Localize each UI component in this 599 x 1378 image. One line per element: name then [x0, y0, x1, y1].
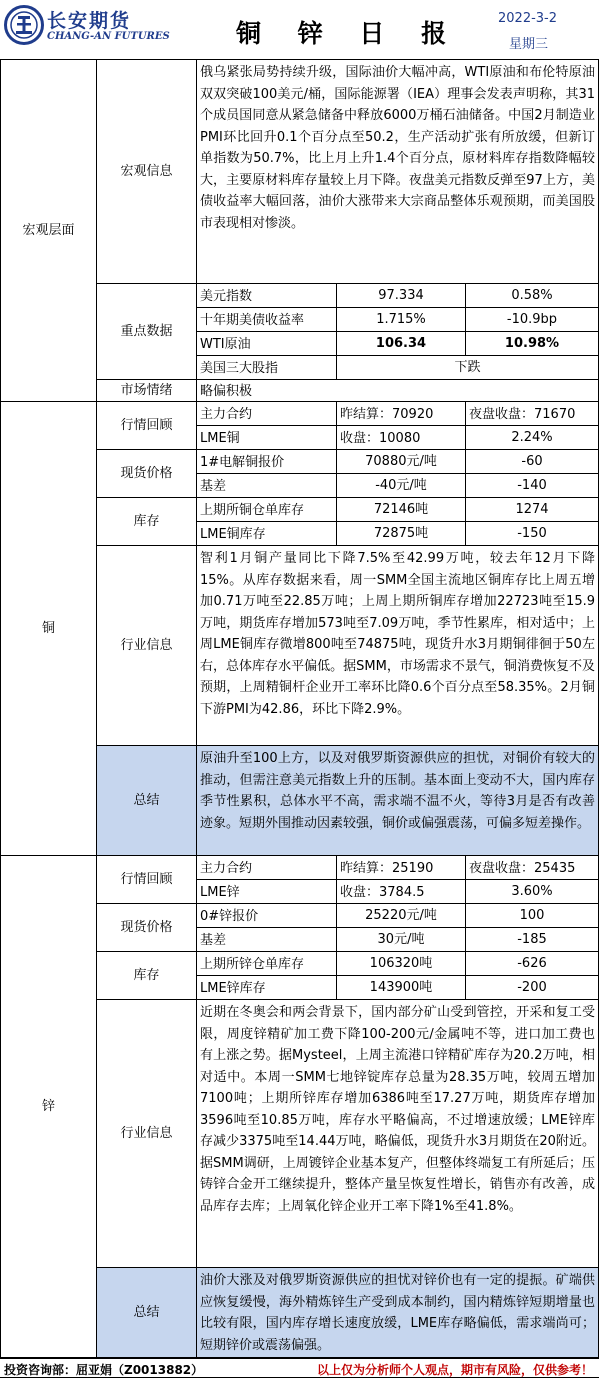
copper-stock-cell: 1274: [466, 498, 599, 522]
zinc-stock-cell: 143900吨: [337, 976, 466, 1000]
zinc-review-cell: 夜盘收盘：25435: [466, 856, 599, 880]
zinc-spot-cell: 25220元/吨: [337, 904, 466, 928]
key-data-name-dxy: 美元指数: [197, 284, 337, 308]
company-logo-icon: [4, 5, 44, 45]
key-data-name-wti: WTI原油: [197, 332, 337, 356]
report-date: 2022-3-2: [498, 11, 558, 26]
zinc-stock-cell: 上期所锌仓单库存: [197, 952, 337, 976]
zinc-industry-text: 近期在冬奥会和两会背景下，国内部分矿山受到管控，开采和复工受限，周度锌精矿加工费下降100-200元/金属吨不等，进口加工费也有上涨之势。据Mysteel，上周主流港口锌精矿库存为20.2万吨，相对适中。本周一SMM七地锌锭库存总量为28.35万吨，较周五增加7100吨；上期所锌库存增加6386吨至17.27万吨，期货库存增加3596吨至10.85万吨，库存水平略偏高，不过增速放缓；LME锌库存减少3375吨至14.44万吨，略偏低，现货升水3月期货在20附近。据SMM调研，上周镀锌企业基本复产，但整体终端复工有所延后；压铸锌合金开工继续提升，整体产量呈恢复性增长，销售亦有改善，成品库存去库；上周氧化锌企业开工率下降1%至41.8%。: [197, 1000, 599, 1268]
key-data-name-us-stocks: 美国三大股指: [197, 356, 337, 380]
zinc-review-cell: 昨结算：25190: [337, 856, 466, 880]
zinc-review-cell: LME锌: [197, 880, 337, 904]
section-label-copper: 铜: [0, 402, 97, 856]
zinc-review-label: 行情回顾: [97, 856, 197, 904]
macro-info-text: 俄乌紧张局势持续升级，国际油价大幅冲高，WTI原油和布伦特原油双双突破100美元/桶，国际能源署（IEA）理事会发表声明称，其31个成员国同意从紧急储备中释放6000万桶石油储备。中国2月制造业PMI环比回升0.1个百分点至50.2，生产活动扩张有所放缓，但新订单指数为50.7%，比上月上升1.4个百分点，原材料库存指数降幅较大，主要原材料库存量较上月下降。夜盘美元指数反弹至97上方，美债收益率大幅回落，油价大涨带来大宗商品整体乐观预期，而美国股市表现相对惨淡。: [197, 60, 599, 284]
zinc-stock-cell: -626: [466, 952, 599, 976]
analyst-contact: 投资咨询部：屈亚娟（Z0013882）: [4, 1363, 204, 1377]
key-data-value-ust10y: 1.715%: [337, 308, 466, 332]
company-name-english: CHANG-AN FUTURES: [47, 31, 170, 42]
report-header: [0, 0, 599, 60]
copper-review-label: 行情回顾: [97, 402, 197, 450]
report-footer: [0, 1358, 599, 1378]
market-sentiment-value: 略偏积极: [197, 380, 599, 402]
copper-stock-cell: 72146吨: [337, 498, 466, 522]
risk-disclaimer: 以上仅为分析师个人观点，期市有风险，仅供参考！: [316, 1363, 593, 1377]
copper-spot-cell: 1#电解铜报价: [197, 450, 337, 474]
copper-review-cell: 昨结算：70920: [337, 402, 466, 426]
zinc-review-cell: 主力合约: [197, 856, 337, 880]
key-data-change-dxy: 0.58%: [466, 284, 599, 308]
zinc-summary-label: 总结: [97, 1268, 197, 1358]
zinc-spot-cell: 0#锌报价: [197, 904, 337, 928]
copper-spot-cell: 基差: [197, 474, 337, 498]
zinc-spot-cell: -185: [466, 928, 599, 952]
copper-spot-cell: -40元/吨: [337, 474, 466, 498]
key-data-change-wti: 10.98%: [466, 332, 599, 356]
copper-summary-label: 总结: [97, 746, 197, 856]
key-data-name-ust10y: 十年期美债收益率: [197, 308, 337, 332]
zinc-spot-cell: 100: [466, 904, 599, 928]
copper-summary-text: 原油升至100上方，以及对俄罗斯资源供应的担忧，对铜价有较大的推动，但需注意美元指数上升的压制。基本面上变动不大，国内库存季节性累积，总体水平不高，需求端不温不火，等待3月是否有改善迹象。短期外围推动因素较强，铜价或偏强震荡，可偏多短差操作。: [197, 746, 599, 856]
copper-review-cell: 主力合约: [197, 402, 337, 426]
copper-stock-cell: 72875吨: [337, 522, 466, 546]
market-sentiment-label: 市场情绪: [97, 380, 197, 402]
copper-review-cell: 夜盘收盘：71670: [466, 402, 599, 426]
zinc-stock-label: 库存: [97, 952, 197, 1000]
zinc-summary-text: 油价大涨及对俄罗斯资源供应的担忧对锌价也有一定的提振。矿端供应恢复缓慢，海外精炼锌生产受到成本制约，国内精炼锌短期增量也比较有限，国内库存增长速度放缓，LME库存略偏低，需求端尚可；短期锌价或震荡偏强。: [197, 1268, 599, 1358]
zinc-spot-cell: 基差: [197, 928, 337, 952]
macro-info-label: 宏观信息: [97, 60, 197, 284]
section-label-zinc: 锌: [0, 856, 97, 1358]
copper-industry-text: 智利1月铜产量同比下降7.5%至42.99万吨，较去年12月下降15%。从库存数据来看，周一SMM全国主流地区铜库存比上周五增加0.71万吨至22.85万吨；上周上期所铜库存增加22723吨至15.9万吨，期货库存增加573吨至7.09万吨，季节性累库，相对适中；上周LME铜库存微增800吨至74875吨，现货升水3月期铜徘徊于50左右，总体库存水平偏低。据SMM，市场需求不景气，铜消费恢复不及预期，上周精铜杆企业开工率环比降0.6个百分点至58.35%。2月铜下游PMI为42.86，环比下降2.9%。: [197, 546, 599, 746]
copper-review-cell: 收盘：10080: [337, 426, 466, 450]
company-name: 长安期货: [47, 10, 132, 32]
copper-spot-label: 现货价格: [97, 450, 197, 498]
zinc-stock-cell: 106320吨: [337, 952, 466, 976]
copper-spot-cell: -60: [466, 450, 599, 474]
zinc-stock-cell: -200: [466, 976, 599, 1000]
zinc-review-cell: 3.60%: [466, 880, 599, 904]
report-weekday: 星期三: [509, 37, 549, 52]
key-data-value-us-stocks: 下跌: [337, 356, 599, 380]
key-data-value-dxy: 97.334: [337, 284, 466, 308]
key-data-change-ust10y: -10.9bp: [466, 308, 599, 332]
copper-stock-cell: LME铜库存: [197, 522, 337, 546]
zinc-review-cell: 收盘：3784.5: [337, 880, 466, 904]
copper-spot-cell: -140: [466, 474, 599, 498]
copper-review-cell: LME铜: [197, 426, 337, 450]
copper-review-cell: 2.24%: [466, 426, 599, 450]
macro-key-data-label: 重点数据: [97, 284, 197, 380]
section-label-macro: 宏观层面: [0, 60, 97, 402]
copper-stock-label: 库存: [97, 498, 197, 546]
page-title: 铜 锌 日 报: [236, 19, 461, 48]
copper-stock-cell: -150: [466, 522, 599, 546]
zinc-stock-cell: LME锌库存: [197, 976, 337, 1000]
zinc-spot-label: 现货价格: [97, 904, 197, 952]
copper-stock-cell: 上期所铜仓单库存: [197, 498, 337, 522]
zinc-industry-label: 行业信息: [97, 1000, 197, 1268]
copper-spot-cell: 70880元/吨: [337, 450, 466, 474]
zinc-spot-cell: 30元/吨: [337, 928, 466, 952]
key-data-value-wti: 106.34: [337, 332, 466, 356]
copper-industry-label: 行业信息: [97, 546, 197, 746]
